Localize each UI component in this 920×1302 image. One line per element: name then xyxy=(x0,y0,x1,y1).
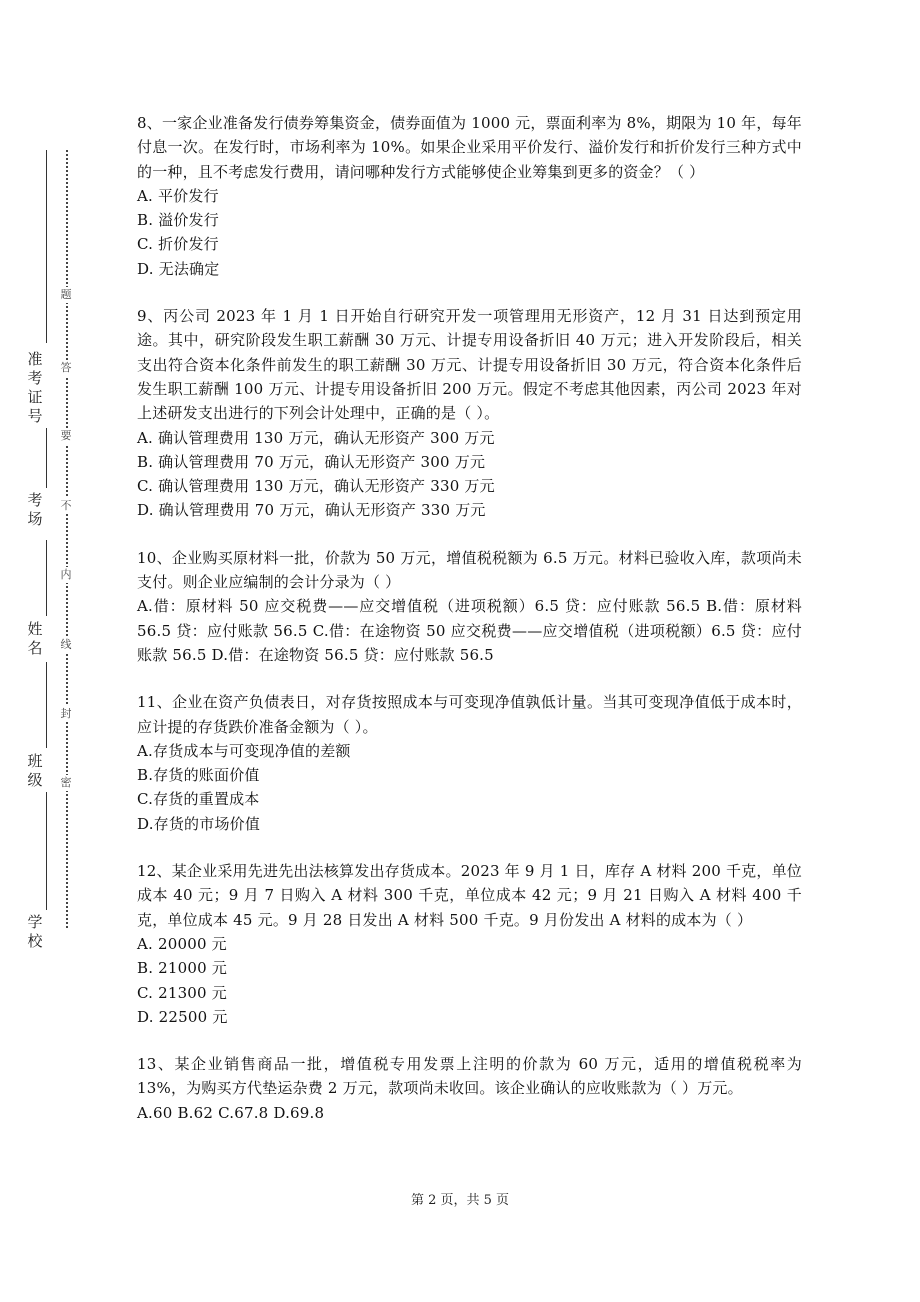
option-b: B. 确认管理费用 70 万元，确认无形资产 300 万元 xyxy=(137,452,486,471)
exam-room-underline xyxy=(46,428,47,488)
class-label: 班级 xyxy=(27,752,43,789)
options-inline: A.60 B.62 C.67.8 D.69.8 xyxy=(137,1103,325,1122)
option-a: A. 平价发行 xyxy=(137,186,219,205)
option-d: D. 22500 元 xyxy=(137,1007,228,1026)
question-stem: 9、丙公司 2023 年 1 月 1 日开始自行研究开发一项管理用无形资产，12 月 31 日达到预定用途。其中，研究阶段发生职工薪酬 30 万元、计提专用设备折旧 40 万元；进入开发阶段后，相关支出符合资本化条件前发生的职工薪酬 30 万元、计提专用设备折旧 30 万元，符合资本化条件后发生职工薪酬 100 万元、计提专用设备折旧 200 万元。假定不考虑其他因素，丙公司 2023 年对上述研发支出进行的下列会计处理中，正确的是（ ）。 xyxy=(137,307,802,423)
field-exam-id xyxy=(6,150,46,425)
school-underline xyxy=(46,792,47,910)
name-underline xyxy=(46,540,47,616)
question-stem: 13、某企业销售商品一批，增值税专用发票上注明的价款为 60 万元，适用的增值税税率为 13%，为购买方代垫运杂费 2 万元，款项尚未收回。该企业确认的应收账款为（ ）万元。 xyxy=(137,1055,802,1098)
exam-id-label: 准考证号 xyxy=(27,350,43,425)
option-d: D. 确认管理费用 70 万元，确认无形资产 330 万元 xyxy=(137,501,486,520)
exam-room-label: 考场 xyxy=(27,491,43,528)
option-b: B.存货的账面价值 xyxy=(137,766,260,785)
seal-char: 要 xyxy=(58,428,74,444)
option-c: C. 21300 元 xyxy=(137,983,227,1002)
question-stem: 8、一家企业准备发行债券筹集资金，债券面值为 1000 元，票面利率为 8%，期限为 10 年，每年付息一次。在发行时，市场利率为 10%。如果企业采用平价发行、溢价发行和折价发行三种方式中的一种，且不考虑发行费用，请问哪种发行方式能够使企业筹集到更多的资金？（ ） xyxy=(137,114,802,181)
school-label: 学校 xyxy=(27,913,43,950)
binding-margin xyxy=(0,0,110,1302)
exam-id-underline xyxy=(46,150,47,343)
field-school xyxy=(6,792,46,952)
name-label: 姓名 xyxy=(27,620,43,657)
question-12 xyxy=(137,859,802,1029)
option-a: A. 20000 元 xyxy=(137,934,227,953)
seal-char: 答 xyxy=(58,360,74,376)
option-a: A.存货成本与可变现净值的差额 xyxy=(137,741,351,760)
seal-char: 密 xyxy=(58,775,74,791)
option-c: C. 折价发行 xyxy=(137,235,219,254)
seal-char: 内 xyxy=(58,567,74,583)
option-b: B. 溢价发行 xyxy=(137,211,219,230)
option-b: B. 21000 元 xyxy=(137,959,228,978)
field-exam-room xyxy=(6,428,46,538)
option-c: C.存货的重置成本 xyxy=(137,790,260,809)
seal-dotted-line xyxy=(66,150,68,928)
question-11 xyxy=(137,690,802,836)
seal-char: 不 xyxy=(58,498,74,514)
class-underline xyxy=(46,662,47,748)
field-name xyxy=(6,540,46,660)
option-c: C. 确认管理费用 130 万元，确认无形资产 330 万元 xyxy=(137,477,495,496)
seal-char: 封 xyxy=(58,706,74,722)
option-a: A. 确认管理费用 130 万元，确认无形资产 300 万元 xyxy=(137,428,495,447)
question-stem: 12、某企业采用先进先出法核算发出存货成本。2023 年 9 月 1 日，库存 A 材料 200 千克，单位成本 40 元；9 月 7 日购入 A 材料 300 千克，单位成本 42 元；9 月 21 日购入 A 材料 400 千克，单位成本 45 元。9 月 28 日发出 A 材料 500 千克。9 月份发出 A 材料的成本为（ ） xyxy=(137,862,802,929)
question-10 xyxy=(137,546,802,667)
option-d: D. 无法确定 xyxy=(137,259,220,278)
seal-char: 线 xyxy=(58,637,74,653)
question-13 xyxy=(137,1052,802,1125)
question-8 xyxy=(137,111,802,281)
seal-char: 题 xyxy=(58,287,74,303)
page-number: 第 2 页，共 5 页 xyxy=(410,1193,510,1208)
question-stem: 11、企业在资产负债表日，对存货按照成本与可变现净值孰低计量。当其可变现净值低于成本时，应计提的存货跌价准备金额为（ ）。 xyxy=(137,693,802,736)
option-d: D.存货的市场价值 xyxy=(137,814,261,833)
field-class xyxy=(6,662,46,790)
options-inline: A.借：原材料 50 应交税费——应交增值税（进项税额）6.5 贷：应付账款 56.5 B.借：原材料 56.5 贷：应付账款 56.5 C.借：在途物资 50 应交税费——应交增值税（进项税额）6.5 贷：应付账款 56.5 D.借：在途物资 56.5 贷：应付账款 56.5 xyxy=(137,597,802,664)
question-stem: 10、企业购买原材料一批，价款为 50 万元，增值税税额为 6.5 万元。材料已验收入库，款项尚未支付。则企业应编制的会计分录为（ ） xyxy=(137,548,802,592)
question-list xyxy=(137,111,802,1148)
question-9 xyxy=(137,304,802,523)
